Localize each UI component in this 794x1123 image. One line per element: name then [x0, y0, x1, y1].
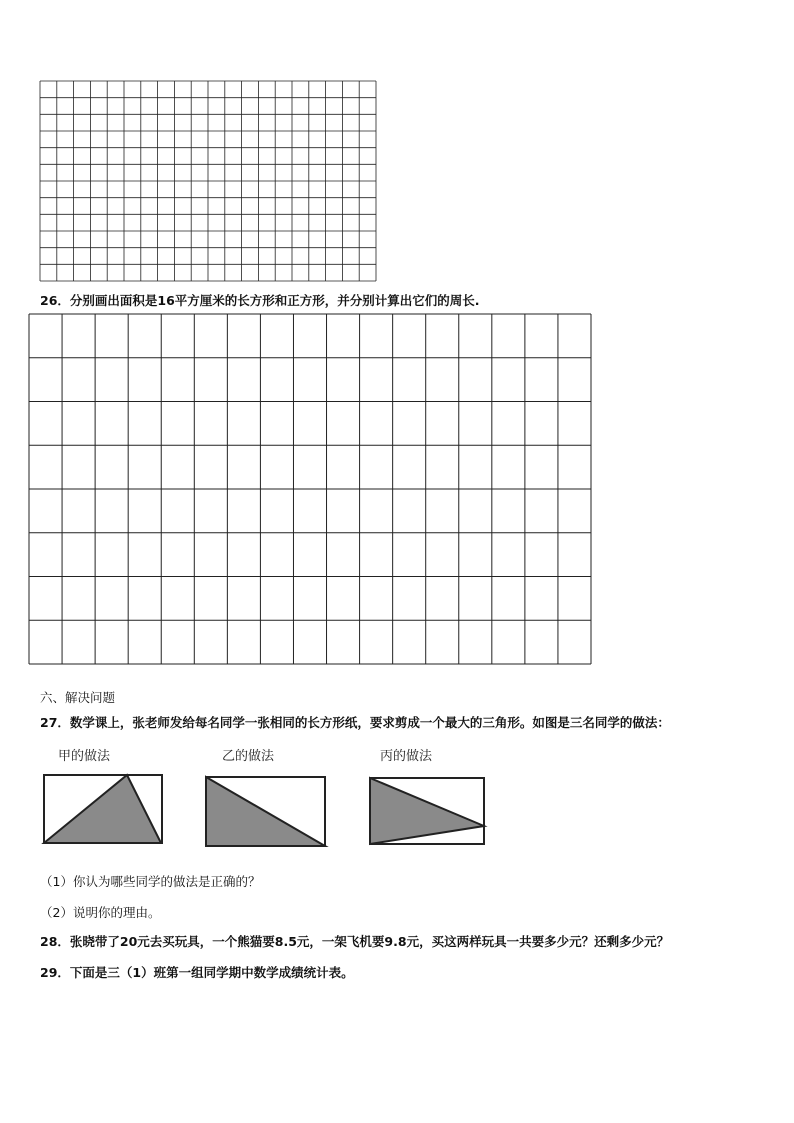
section-title: 六、解决问题: [40, 690, 116, 705]
question-29-text: 29．下面是三（1）班第一组同学期中数学成绩统计表。: [40, 965, 354, 980]
figure-jia-triangle: [44, 775, 161, 843]
question-27-text: 27．数学课上，张老师发给每名同学一张相同的长方形纸，要求剪成一个最大的三角形。如图是三名同学的做法：: [40, 715, 670, 730]
figure-bing: [369, 777, 485, 845]
small-square-grid: [40, 81, 376, 281]
question-28-text: 28．张晓带了20元去买玩具，一个熊猫要8.5元，一架飞机要9.8元，买这两样玩具一共要多少元？还剩多少元？: [40, 934, 670, 949]
figure-jia: [43, 774, 163, 844]
figure-bing-triangle: [370, 778, 484, 844]
caption-yi: 乙的做法: [222, 749, 275, 764]
figure-yi: [205, 776, 326, 847]
figure-yi-triangle: [206, 777, 325, 846]
drawing-grid: [29, 314, 591, 664]
caption-jia: 甲的做法: [58, 749, 111, 764]
question-27-sub1: （1）你认为哪些同学的做法是正确的？: [40, 874, 261, 889]
caption-bing: 丙的做法: [380, 749, 433, 764]
question-26-text: 26．分别画出面积是16平方厘米的长方形和正方形，并分别计算出它们的周长.: [40, 293, 480, 308]
question-27-sub2: （2）说明你的理由。: [40, 905, 161, 920]
